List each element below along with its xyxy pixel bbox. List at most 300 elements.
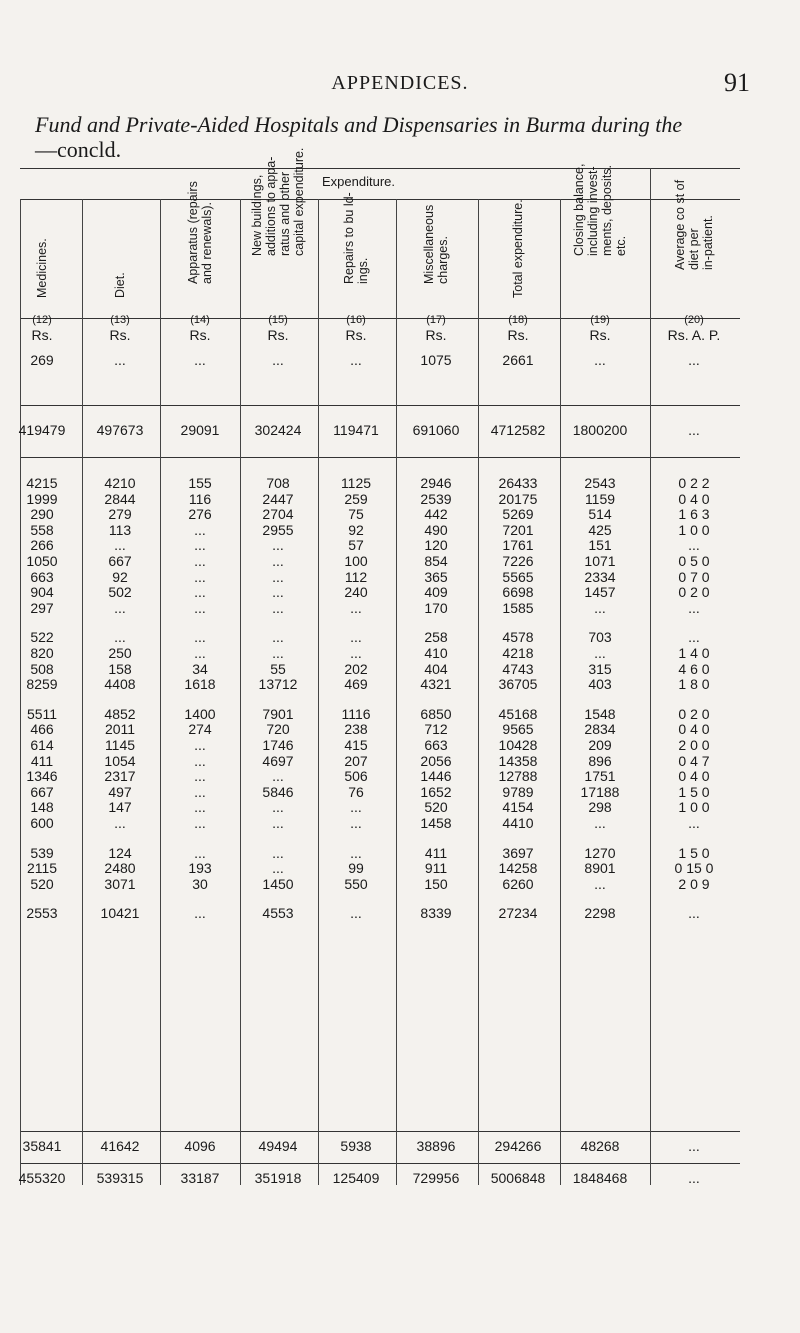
table-row: 614 (30, 737, 54, 753)
table-row: ... (350, 815, 362, 831)
column-number: (18) (508, 314, 528, 326)
table-row: 269 (30, 352, 54, 368)
table-row: 2553 (26, 905, 58, 921)
table-row: 250 (108, 645, 132, 661)
table-row: ... (272, 799, 284, 815)
table-row: 5269 (502, 506, 534, 522)
table-row: ... (350, 629, 362, 645)
column-divider (396, 199, 397, 1185)
table-row: 1 8 0 (678, 676, 710, 692)
currency-row: Rs. (109, 327, 131, 343)
currency-row: Rs. (589, 327, 611, 343)
table-row: 1548 (584, 706, 616, 722)
table-row: ... (272, 569, 284, 585)
table-row: 667 (108, 553, 132, 569)
table-row: ... (194, 905, 206, 921)
table-row: ... (194, 768, 206, 784)
table-row: 1 5 0 (678, 784, 710, 800)
currency-row: Rs. (345, 327, 367, 343)
table-row: 2447 (262, 491, 294, 507)
table-row: 158 (108, 661, 132, 677)
table-row: ... (194, 753, 206, 769)
subtotal-row: 38896 (416, 1138, 456, 1154)
table-row: 26433 (498, 475, 538, 491)
table-row: 148 (30, 799, 54, 815)
table-row: 2661 (502, 352, 534, 368)
table-row: ... (688, 815, 700, 831)
column-divider (650, 168, 651, 199)
table-row: ... (194, 845, 206, 861)
subtotal-row: 49494 (258, 1138, 298, 1154)
table-row: 207 (344, 753, 368, 769)
table-row: 3071 (104, 876, 136, 892)
table-row: 466 (30, 721, 54, 737)
column-header-label: Apparatus (repairs and renewals). (186, 181, 214, 284)
column-number: (20) (684, 314, 704, 326)
currency-row: Rs. (267, 327, 289, 343)
table-rule (20, 405, 740, 406)
table-row: 2946 (420, 475, 452, 491)
column-header-13 (100, 202, 140, 312)
table-row: ... (114, 600, 126, 616)
table-row: ... (194, 815, 206, 831)
table-row: 2955 (262, 522, 294, 538)
table-row: ... (272, 845, 284, 861)
total-row: 119471 (333, 422, 379, 438)
table-row: 8259 (26, 676, 58, 692)
table-row: 904 (30, 584, 54, 600)
table-row: 151 (588, 537, 612, 553)
table-row: 409 (424, 584, 448, 600)
column-header-18 (498, 199, 538, 312)
table-row: 0 4 0 (678, 491, 710, 507)
table-row: 411 (30, 753, 54, 769)
table-row: 13712 (258, 676, 298, 692)
table-row: 1 6 3 (678, 506, 710, 522)
column-header-20 (673, 179, 715, 312)
column-divider (560, 199, 561, 1185)
table-row: 2115 (26, 860, 58, 876)
table-row: 539 (30, 845, 54, 861)
table-row: ... (272, 553, 284, 569)
column-header-16 (336, 192, 376, 312)
table-row: ... (194, 600, 206, 616)
table-row: 2704 (262, 506, 294, 522)
table-row: 0 4 7 (678, 753, 710, 769)
grand-total-row: 125409 (332, 1170, 380, 1186)
currency-row: Rs. (31, 327, 53, 343)
table-row: ... (272, 645, 284, 661)
table-row: 1585 (502, 600, 534, 616)
table-row: 30 (192, 876, 208, 892)
column-header-label: Medicines. (35, 238, 49, 298)
table-row: 238 (344, 721, 368, 737)
table-row: 92 (112, 569, 128, 585)
table-row: 298 (588, 799, 612, 815)
table-row: 1618 (184, 676, 216, 692)
table-row: 6260 (502, 876, 534, 892)
total-row: 419479 (18, 422, 66, 438)
table-row: 12788 (498, 768, 538, 784)
table-row: 0 2 0 (678, 706, 710, 722)
table-row: 4210 (104, 475, 136, 491)
table-row: 1054 (104, 753, 136, 769)
table-row: 258 (424, 629, 448, 645)
table-row: 1116 (341, 706, 371, 722)
column-header-15 (250, 147, 306, 312)
table-row: 202 (344, 661, 368, 677)
table-row: 99 (348, 860, 364, 876)
table-row: 7201 (502, 522, 534, 538)
table-rule (20, 1131, 740, 1132)
column-divider (240, 199, 241, 1185)
table-row: 2011 (104, 721, 136, 737)
table-row: 209 (588, 737, 612, 753)
table-row: 497 (108, 784, 132, 800)
total-row: ... (688, 422, 700, 438)
table-row: 3697 (502, 845, 534, 861)
table-row: 274 (188, 721, 212, 737)
table-row: 2480 (104, 860, 136, 876)
table-row: 1 4 0 (678, 645, 710, 661)
table-row: 2317 (104, 768, 136, 784)
subtotal-row: 41642 (100, 1138, 140, 1154)
table-row: ... (594, 815, 606, 831)
table-row: ... (194, 352, 206, 368)
table-row: 1761 (502, 537, 534, 553)
table-row: 663 (30, 569, 54, 585)
grand-total-row: ... (688, 1170, 700, 1186)
column-number: (17) (426, 314, 446, 326)
grand-total-row: 455320 (18, 1170, 66, 1186)
table-row: ... (194, 584, 206, 600)
subtotal-row: 4096 (184, 1138, 216, 1154)
table-row: 20175 (498, 491, 538, 507)
table-row: 1050 (26, 553, 58, 569)
column-number: (15) (268, 314, 288, 326)
table-row: ... (688, 629, 700, 645)
column-header-label: Total expenditure. (511, 199, 525, 298)
table-row: 290 (30, 506, 54, 522)
table-row: ... (594, 645, 606, 661)
table-row: 4578 (502, 629, 534, 645)
table-row: ... (194, 737, 206, 753)
table-row: 2539 (420, 491, 452, 507)
table-row: 4410 (502, 815, 534, 831)
total-row: 497673 (96, 422, 144, 438)
table-row: 663 (424, 737, 448, 753)
table-row: 1 0 0 (678, 522, 710, 538)
table-row: 442 (424, 506, 448, 522)
table-row: ... (114, 352, 126, 368)
table-row: ... (350, 799, 362, 815)
table-row: 667 (30, 784, 54, 800)
table-rule (20, 168, 740, 169)
table-row: 276 (188, 506, 212, 522)
table-row: 1446 (420, 768, 452, 784)
table-row: 0 2 2 (678, 475, 710, 491)
table-row: 0 4 0 (678, 768, 710, 784)
table-row: 7226 (502, 553, 534, 569)
table-row: 75 (348, 506, 364, 522)
table-row: 4321 (420, 676, 452, 692)
table-row: 7901 (262, 706, 294, 722)
table-row: 854 (424, 553, 448, 569)
table-row: ... (194, 645, 206, 661)
table-row: 315 (588, 661, 612, 677)
column-divider (318, 199, 319, 1185)
table-row: ... (688, 352, 700, 368)
table-row: 1746 (262, 737, 294, 753)
table-row: 410 (424, 645, 448, 661)
column-number: (19) (590, 314, 610, 326)
table-row: 266 (30, 537, 54, 553)
table-row: 4697 (262, 753, 294, 769)
total-row: 302424 (254, 422, 302, 438)
table-row: 9565 (502, 721, 534, 737)
column-number: (16) (346, 314, 366, 326)
table-row: 1400 (184, 706, 216, 722)
table-row: 1125 (340, 475, 372, 491)
table-row: ... (114, 815, 126, 831)
table-row: 120 (424, 537, 448, 553)
table-row: 2543 (584, 475, 616, 491)
table-row: 193 (188, 860, 212, 876)
column-header-12 (22, 202, 62, 312)
column-divider (650, 199, 651, 1185)
subtotal-row: ... (688, 1138, 700, 1154)
column-divider (478, 199, 479, 1185)
table-row: 124 (108, 845, 132, 861)
table-row: 1458 (420, 815, 452, 831)
table-row: 514 (588, 506, 612, 522)
table-row: 8901 (584, 860, 616, 876)
table-row: 6850 (420, 706, 452, 722)
table-rule (20, 199, 740, 200)
subtotal-row: 5938 (340, 1138, 372, 1154)
table-row: 558 (30, 522, 54, 538)
table-row: 1346 (26, 768, 58, 784)
table-row: 112 (344, 569, 368, 585)
table-row: 5846 (262, 784, 294, 800)
table-row: 1457 (584, 584, 616, 600)
column-header-label: Closing balance, including invest- ments, deposits. etc. (572, 163, 628, 256)
table-rule (20, 457, 740, 458)
table-row: 259 (344, 491, 368, 507)
column-divider (160, 199, 161, 1185)
table-row: 45168 (498, 706, 538, 722)
table-row: 506 (344, 768, 368, 784)
table-row: 0 7 0 (678, 569, 710, 585)
table-row: 34 (192, 661, 208, 677)
table-row: ... (272, 600, 284, 616)
table-row: 365 (424, 569, 448, 585)
total-row: 29091 (180, 422, 220, 438)
table-row: 550 (344, 876, 368, 892)
total-row: 691060 (412, 422, 460, 438)
table-row: 147 (108, 799, 132, 815)
table-row: ... (194, 799, 206, 815)
table-row: 896 (588, 753, 612, 769)
table-row: 1159 (584, 491, 616, 507)
table-row: 2 0 9 (678, 876, 710, 892)
table-row: ... (688, 600, 700, 616)
table-row: ... (194, 522, 206, 538)
table-row: 113 (108, 522, 132, 538)
table-row: 4215 (26, 475, 58, 491)
table-row: 92 (348, 522, 364, 538)
caption-line-1: Fund and Private-Aided Hospitals and Dispensaries in Burma during the (35, 112, 683, 137)
table-row: 4408 (104, 676, 136, 692)
subtotal-row: 48268 (580, 1138, 620, 1154)
table-row: 2844 (104, 491, 136, 507)
table-caption (35, 112, 775, 162)
table-row: 2 0 0 (678, 737, 710, 753)
table-row: 1071 (584, 553, 616, 569)
table-row: 1450 (262, 876, 294, 892)
currency-row: Rs. (507, 327, 529, 343)
table-row: 1652 (420, 784, 452, 800)
table-row: 520 (424, 799, 448, 815)
table-row: 297 (30, 600, 54, 616)
table-row: 14358 (498, 753, 538, 769)
table-row: ... (272, 860, 284, 876)
table-row: 403 (588, 676, 612, 692)
table-row: 520 (30, 876, 54, 892)
column-header-19 (572, 163, 628, 312)
table-row: ... (272, 537, 284, 553)
total-row: 4712582 (490, 422, 546, 438)
grand-total-row: 351918 (254, 1170, 302, 1186)
table-row: 4218 (502, 645, 534, 661)
table-row: ... (350, 645, 362, 661)
table-row: 155 (188, 475, 212, 491)
table-row: ... (272, 584, 284, 600)
table-row: ... (594, 352, 606, 368)
total-row: 1800200 (572, 422, 628, 438)
table-row: 5511 (26, 706, 58, 722)
table-row: ... (350, 845, 362, 861)
table-row: ... (272, 629, 284, 645)
column-divider (82, 199, 83, 1185)
table-row: 55 (270, 661, 286, 677)
table-row: 116 (188, 491, 212, 507)
table-row: ... (194, 784, 206, 800)
table-row: 2298 (584, 905, 616, 921)
table-row: 411 (424, 845, 448, 861)
column-header-label: Diet. (113, 272, 127, 298)
column-header-17 (416, 202, 456, 312)
subtotal-row: 35841 (22, 1138, 62, 1154)
table-row: 1270 (584, 845, 616, 861)
table-row: 150 (424, 876, 448, 892)
table-row: 100 (344, 553, 368, 569)
caption-line-2: —concld. (35, 137, 122, 162)
table-row: 17188 (580, 784, 620, 800)
table-row: 1751 (584, 768, 616, 784)
table-row: ... (272, 768, 284, 784)
table-row: 0 15 0 (674, 860, 714, 876)
grand-total-row: 729956 (412, 1170, 460, 1186)
table-row: ... (594, 876, 606, 892)
table-row: 2834 (584, 721, 616, 737)
table-row: 1999 (26, 491, 58, 507)
table-row: 508 (30, 661, 54, 677)
column-divider (20, 199, 21, 1185)
column-header-label: Average co st of diet per in-patient. (673, 179, 715, 270)
table-row: ... (194, 629, 206, 645)
table-row: ... (350, 352, 362, 368)
table-row: 415 (344, 737, 368, 753)
table-row: 4852 (104, 706, 136, 722)
table-row: ... (350, 600, 362, 616)
column-number: (12) (32, 314, 52, 326)
table-row: ... (688, 537, 700, 553)
table-row: ... (194, 569, 206, 585)
running-title: APPENDICES. (331, 72, 469, 94)
table-row: 708 (266, 475, 290, 491)
column-number: (13) (110, 314, 130, 326)
table-row: 4553 (262, 905, 294, 921)
grand-total-row: 1848468 (572, 1170, 628, 1186)
table-row: ... (272, 815, 284, 831)
table-row: ... (688, 905, 700, 921)
currency-row: Rs. (425, 327, 447, 343)
table-row: 720 (266, 721, 290, 737)
currency-row: Rs. A. P. (667, 327, 721, 343)
table-row: 0 2 0 (678, 584, 710, 600)
table-row: 820 (30, 645, 54, 661)
table-row: 911 (424, 860, 448, 876)
table-row: 10428 (498, 737, 538, 753)
table-row: 27234 (498, 905, 538, 921)
table-row: ... (114, 629, 126, 645)
column-header-label: New buildings, additions to appa- ratus and other capital expenditure. (250, 147, 306, 256)
table-row: 1075 (420, 352, 452, 368)
table-row: 1 0 0 (678, 799, 710, 815)
table-row: 469 (344, 676, 368, 692)
page-header (0, 68, 800, 112)
subtotal-row: 294266 (494, 1138, 542, 1154)
table-row: 2334 (584, 569, 616, 585)
table-rule (20, 1163, 740, 1164)
table-row: 240 (344, 584, 368, 600)
page-number: 91 (724, 68, 750, 97)
table-row: 170 (424, 600, 448, 616)
table-row: 4 6 0 (678, 661, 710, 677)
table-row: 9789 (502, 784, 534, 800)
table-row: 8339 (420, 905, 452, 921)
table-row: ... (350, 905, 362, 921)
table-row: 4154 (502, 799, 534, 815)
table-row: 279 (108, 506, 132, 522)
expenditure-super-header: Expenditure. (322, 174, 395, 189)
table-row: ... (194, 553, 206, 569)
table-row: 425 (588, 522, 612, 538)
column-number: (14) (190, 314, 210, 326)
table-row: 76 (348, 784, 364, 800)
table-row: 2056 (420, 753, 452, 769)
currency-row: Rs. (189, 327, 211, 343)
column-header-label: Repairs to bu ld- ings. (342, 192, 370, 284)
table-row: 1145 (104, 737, 136, 753)
table-row: 36705 (498, 676, 538, 692)
column-header-label: Miscellaneous charges. (422, 204, 450, 284)
table-row: 502 (108, 584, 132, 600)
table-row: 0 5 0 (678, 553, 710, 569)
table-row: 5565 (502, 569, 534, 585)
table-row: ... (272, 352, 284, 368)
